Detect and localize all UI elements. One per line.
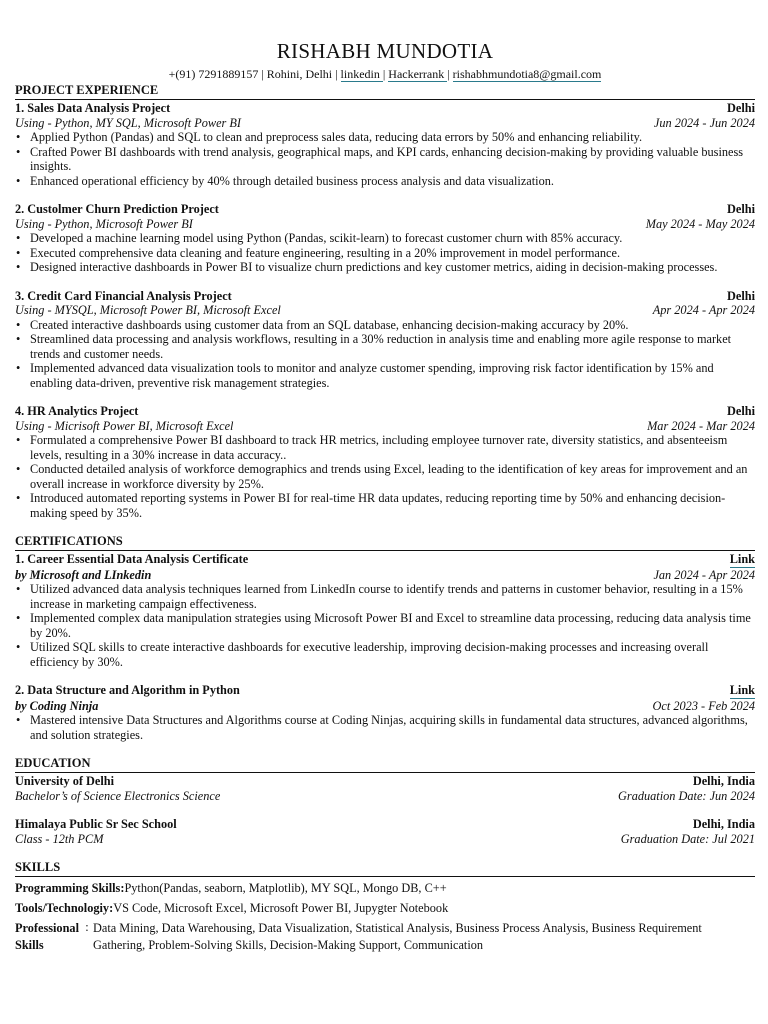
bullet-item: • Mastered intensive Data Structures and Algorithms course at Coding Ninjas, acquiring skills in fundamental data structures, advanced algorithms, and solution strategies.	[30, 713, 755, 742]
section-title-education: EDUCATION	[15, 756, 91, 770]
certification-name: 2. Data Structure and Algorithm in Python	[15, 683, 240, 697]
school-location: Delhi, India	[692, 817, 755, 831]
skill-row-professional	[15, 920, 755, 954]
project-dates: Apr 2024 - Apr 2024	[652, 303, 755, 317]
section-title-projects: PROJECT EXPERIENCE	[15, 83, 159, 97]
project-name: 4. HR Analytics Project	[15, 404, 139, 418]
skills-section	[15, 860, 755, 954]
skill-label: Tools/Technologiy:	[15, 900, 114, 915]
certificate-link[interactable]: Link	[729, 683, 755, 697]
bullet-item: • Utilized advanced data analysis techniques learned from LinkedIn course to identify trends and patterns in customer behavior, resulting in a 15% increase in marketing campaign effectiveness.	[30, 582, 755, 611]
bullet-item: • Conducted detailed analysis of workforce demographics and trends using Excel, leading to the identification of key areas for improvement and an overall increase in workforce diversity by 25%.	[30, 462, 755, 491]
education-entry	[15, 774, 755, 803]
project-name: 1. Sales Data Analysis Project	[15, 101, 171, 115]
separator: |	[447, 67, 453, 81]
bullet-item: • Created interactive dashboards using customer data from an SQL database, enhancing decision-making accuracy by 20%.	[30, 318, 755, 333]
project-location: Delhi	[726, 202, 755, 216]
project-entry	[15, 202, 755, 275]
project-bullets	[15, 433, 755, 520]
certification-name: 1. Career Essential Data Analysis Certificate	[15, 552, 249, 566]
degree: Class - 12th PCM	[15, 831, 104, 846]
skill-value: VS Code, Microsoft Excel, Microsoft Power BI, Jupygter Notebook	[113, 900, 449, 915]
resume-page	[15, 38, 755, 959]
school-name: University of Delhi	[15, 774, 115, 788]
project-dates: May 2024 - May 2024	[645, 216, 755, 231]
section-title-skills: SKILLS	[15, 860, 61, 874]
certification-bullets	[15, 582, 755, 669]
section-divider	[15, 772, 755, 773]
bullet-item: • Executed comprehensive data cleaning and feature engineering, resulting in a 20% improvement in model performance.	[30, 246, 755, 261]
phone-location: +(91) 7291889157 | Rohini, Delhi |	[168, 67, 341, 81]
skill-colon: :	[85, 920, 89, 934]
project-bullets	[15, 231, 755, 275]
project-location: Delhi	[726, 404, 755, 418]
hackerrank-link[interactable]: Hackerrank	[388, 67, 448, 81]
project-name: 2. Custolmer Churn Prediction Project	[15, 202, 219, 216]
linkedin-link[interactable]: linkedin	[340, 67, 383, 81]
school-location: Delhi, India	[692, 774, 755, 788]
graduation-date: Graduation Date: Jun 2024	[618, 788, 755, 803]
certificate-link[interactable]: Link	[729, 552, 755, 566]
bullet-item: • Implemented advanced data visualization tools to monitor and analyze customer spending, improving risk factor identification by 15% and enabling data-driven, preventive risk management strategies.	[30, 361, 755, 390]
certification-dates: Oct 2023 - Feb 2024	[652, 698, 755, 713]
bullet-item: • Enhanced operational efficiency by 40% through detailed business process analysis and data visualization.	[30, 174, 755, 189]
skill-value: Python(Pandas, seaborn, Matplotlib), MY SQL, Mongo DB, C++	[124, 881, 447, 895]
section-divider	[15, 550, 755, 551]
project-entry	[15, 101, 755, 188]
skill-row-programming	[15, 881, 755, 896]
project-tools: Using - Python, MY SQL, Microsoft Power BI	[15, 115, 241, 130]
project-dates: Jun 2024 - Jun 2024	[653, 115, 755, 130]
bullet-item: • Introduced automated reporting systems in Power BI for real-time HR data updates, reducing reporting time by 50% and enhancing decision-making speed by 35%.	[30, 491, 755, 520]
bullet-item: • Crafted Power BI dashboards with trend analysis, geographical maps, and KPI cards, enhancing decision-making by providing valuable business insights.	[30, 145, 755, 174]
bullet-item: • Applied Python (Pandas) and SQL to clean and preprocess sales data, reducing data errors by 50% and enhancing reliability.	[30, 130, 755, 145]
project-location: Delhi	[726, 101, 755, 115]
bullet-item: • Designed interactive dashboards in Power BI to visualize churn predictions and key customer metrics, aiding in decision-making processes.	[30, 260, 755, 275]
skill-label: Programming Skills:	[15, 881, 125, 895]
projects-section	[15, 83, 755, 520]
education-entry	[15, 817, 755, 846]
school-name: Himalaya Public Sr Sec School	[15, 817, 177, 831]
skill-value: Data Mining, Data Warehousing, Data Visualization, Statistical Analysis, Business Process Analysis, Business Requirement Gathering, Problem-Solving Skills, Decision-Making Support, Communication	[93, 921, 702, 952]
certification-issuer: by Coding Ninja	[15, 698, 99, 713]
contact-line	[15, 67, 755, 81]
project-tools: Using - MYSQL, Microsoft Power BI, Microsoft Excel	[15, 303, 281, 317]
section-title-certifications: CERTIFICATIONS	[15, 534, 123, 548]
graduation-date: Graduation Date: Jul 2021	[620, 831, 755, 846]
project-name: 3. Credit Card Financial Analysis Project	[15, 288, 232, 303]
separator: |	[382, 67, 389, 81]
project-entry	[15, 404, 755, 520]
skill-label: Professional Skills	[15, 921, 79, 952]
email-link[interactable]: rishabhmundotia8@gmail.com	[452, 67, 602, 81]
certification-issuer: by Microsoft and LInkedin	[15, 567, 152, 582]
project-bullets	[15, 318, 755, 391]
skill-row-tools	[15, 901, 755, 916]
bullet-item: • Developed a machine learning model using Python (Pandas, scikit-learn) to forecast customer churn with 85% accuracy.	[30, 231, 755, 246]
project-tools: Using - Python, Microsoft Power BI	[15, 216, 193, 231]
project-entry	[15, 289, 755, 391]
project-location: Delhi	[726, 288, 755, 303]
certifications-section	[15, 534, 755, 742]
section-divider	[15, 99, 755, 100]
certification-entry	[15, 683, 755, 742]
certification-dates: Jan 2024 - Apr 2024	[653, 567, 755, 582]
bullet-item: • Utilized SQL skills to create interactive dashboards for executive leadership, improving decision-making processes and increasing overall efficiency by 30%.	[30, 640, 755, 669]
project-bullets	[15, 130, 755, 188]
bullet-item: • Formulated a comprehensive Power BI dashboard to track HR metrics, including employee turnover rate, diversity statistics, and absenteeism levels, resulting in a 30% increase in data accuracy..	[30, 433, 755, 462]
certification-entry	[15, 552, 755, 669]
project-tools: Using - Micrisoft Power BI, Microsoft Excel	[15, 418, 234, 433]
bullet-item: • Streamlined data processing and analysis workflows, resulting in a 30% reduction in analysis time and enabling more agile response to market trends and customer needs.	[30, 332, 755, 361]
section-divider	[15, 876, 755, 877]
degree: Bachelor’s of Science Electronics Science	[15, 788, 221, 803]
project-dates: Mar 2024 - Mar 2024	[647, 418, 755, 433]
education-section	[15, 756, 755, 846]
certification-bullets	[15, 713, 755, 742]
candidate-name: RISHABH MUNDOTIA	[276, 39, 494, 63]
bullet-item: • Implemented complex data manipulation strategies using Microsoft Power BI and Excel to streamline data processing, reducing data analysis time by 20%.	[30, 611, 755, 640]
